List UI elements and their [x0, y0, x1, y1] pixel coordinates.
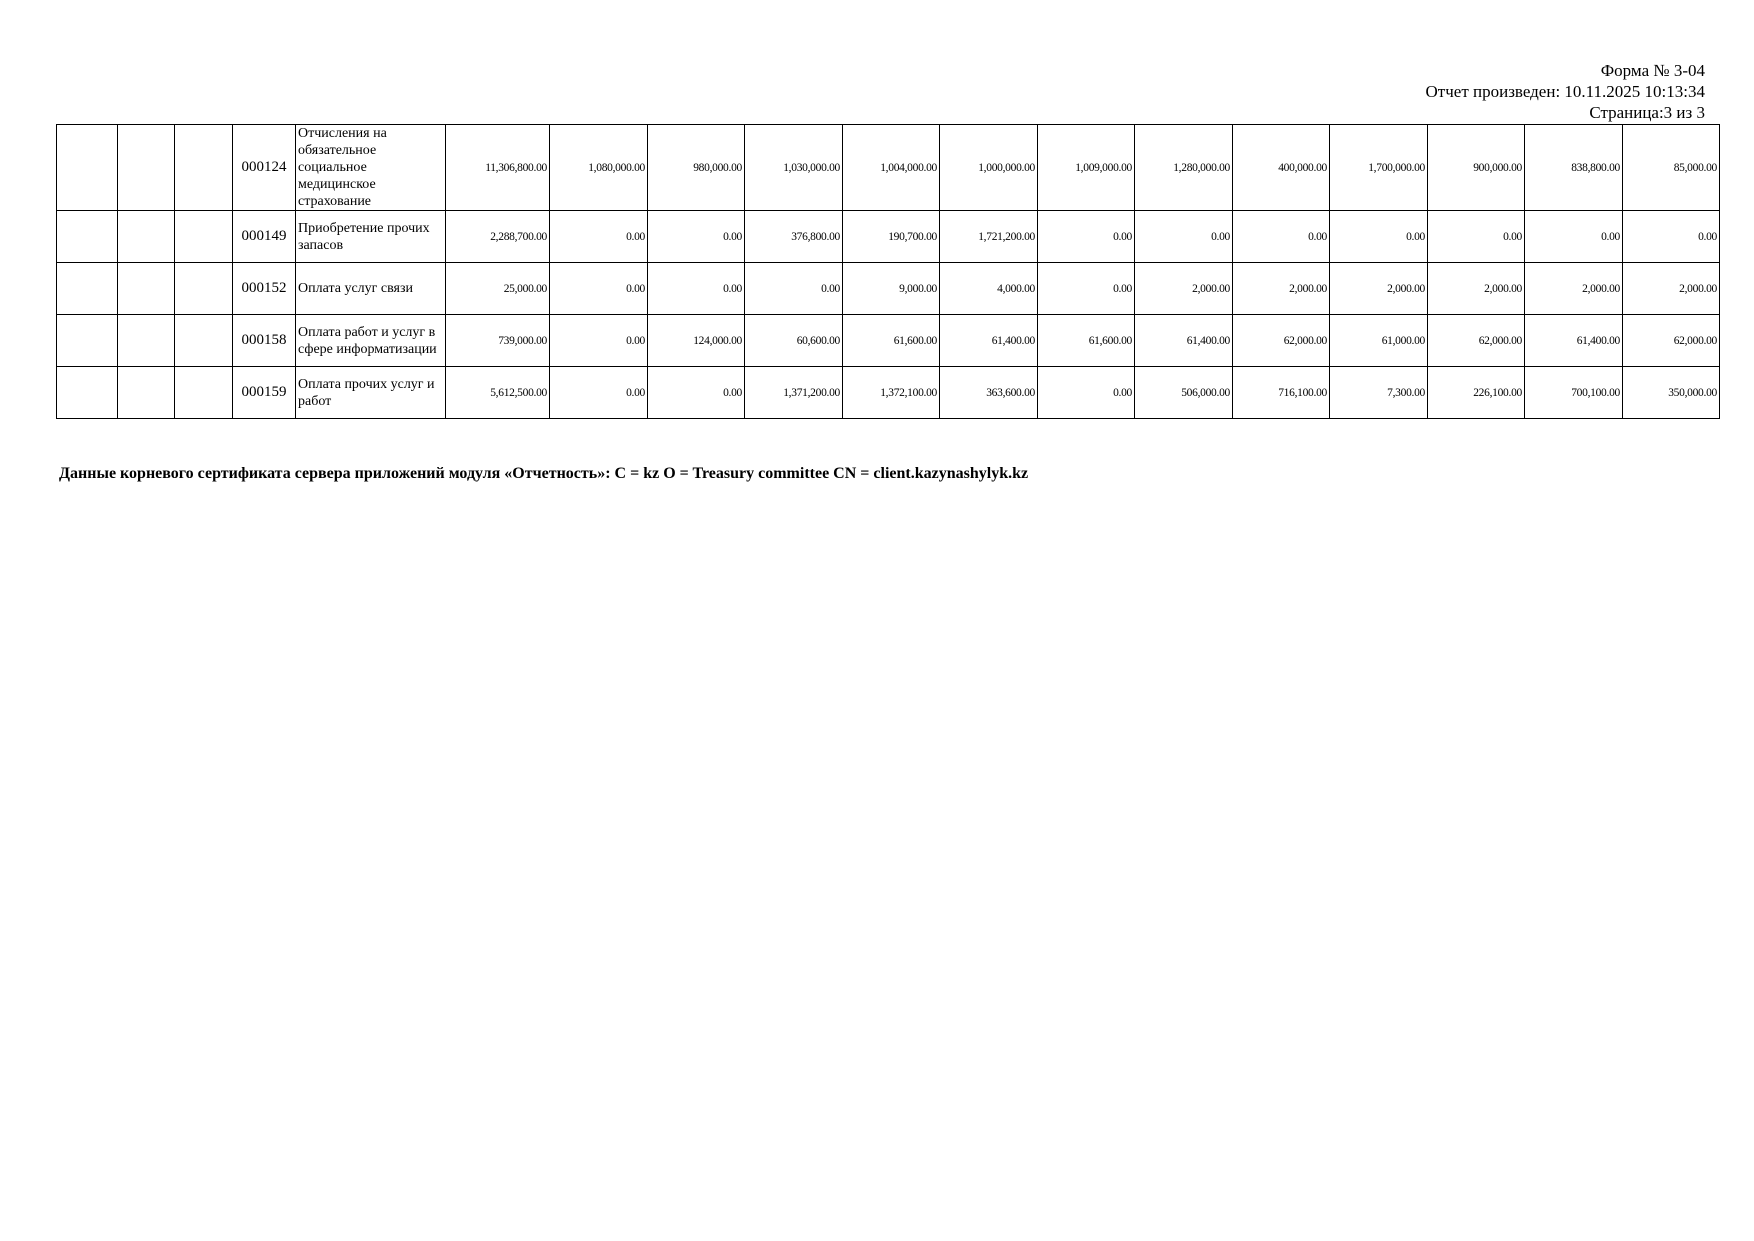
row-code: 000159	[233, 367, 296, 419]
amount-cell: 400,000.00	[1233, 125, 1330, 211]
amount-cell: 0.00	[648, 211, 745, 263]
empty-cell	[57, 315, 118, 367]
amount-cell: 9,000.00	[843, 263, 940, 315]
amount-cell: 61,400.00	[1135, 315, 1233, 367]
table-row	[57, 125, 1720, 211]
row-code: 000158	[233, 315, 296, 367]
amount-cell: 0.00	[1525, 211, 1623, 263]
empty-cell	[175, 367, 233, 419]
amount-cell: 0.00	[1038, 367, 1135, 419]
amount-cell: 2,000.00	[1233, 263, 1330, 315]
form-number: Форма № 3-04	[1600, 61, 1705, 80]
amount-cell: 2,288,700.00	[446, 211, 550, 263]
report-timestamp: Отчет произведен: 10.11.2025 10:13:34	[1425, 82, 1705, 101]
empty-cell	[175, 315, 233, 367]
amount-cell: 61,400.00	[940, 315, 1038, 367]
amount-cell: 838,800.00	[1525, 125, 1623, 211]
amount-cell: 1,700,000.00	[1330, 125, 1428, 211]
amount-cell: 4,000.00	[940, 263, 1038, 315]
amount-cell: 61,600.00	[1038, 315, 1135, 367]
amount-cell: 1,721,200.00	[940, 211, 1038, 263]
empty-cell	[118, 211, 175, 263]
empty-cell	[118, 367, 175, 419]
amount-cell: 226,100.00	[1428, 367, 1525, 419]
amount-cell: 0.00	[550, 315, 648, 367]
table-row	[57, 211, 1720, 263]
row-code: 000152	[233, 263, 296, 315]
amount-cell: 61,000.00	[1330, 315, 1428, 367]
amount-cell: 1,371,200.00	[745, 367, 843, 419]
amount-cell: 62,000.00	[1233, 315, 1330, 367]
amount-cell: 190,700.00	[843, 211, 940, 263]
row-name: Приобретение прочих запасов	[296, 211, 446, 263]
amount-cell: 700,100.00	[1525, 367, 1623, 419]
amount-cell: 1,372,100.00	[843, 367, 940, 419]
row-name: Оплата работ и услуг в сфере информатизации	[296, 315, 446, 367]
amount-cell: 1,000,000.00	[940, 125, 1038, 211]
amount-cell: 1,030,000.00	[745, 125, 843, 211]
certificate-info: Данные корневого сертификата сервера приложений модуля «Отчетность»: C = kz O = Treasury committee CN = client.kazynashylyk.kz	[59, 465, 1029, 482]
amount-cell: 2,000.00	[1525, 263, 1623, 315]
amount-cell: 60,600.00	[745, 315, 843, 367]
amount-cell: 506,000.00	[1135, 367, 1233, 419]
amount-cell: 0.00	[648, 263, 745, 315]
amount-cell: 739,000.00	[446, 315, 550, 367]
empty-cell	[118, 125, 175, 211]
amount-cell: 376,800.00	[745, 211, 843, 263]
amount-cell: 0.00	[550, 263, 648, 315]
amount-cell: 0.00	[1038, 263, 1135, 315]
amount-cell: 980,000.00	[648, 125, 745, 211]
amount-cell: 0.00	[648, 367, 745, 419]
amount-cell: 62,000.00	[1428, 315, 1525, 367]
amount-cell: 900,000.00	[1428, 125, 1525, 211]
amount-cell: 1,080,000.00	[550, 125, 648, 211]
table-row	[57, 315, 1720, 367]
amount-cell: 11,306,800.00	[446, 125, 550, 211]
amount-cell: 0.00	[1135, 211, 1233, 263]
report-header	[1426, 60, 1705, 123]
empty-cell	[57, 125, 118, 211]
table-row	[57, 263, 1720, 315]
row-name: Оплата прочих услуг и работ	[296, 367, 446, 419]
amount-cell: 0.00	[1428, 211, 1525, 263]
amount-cell: 25,000.00	[446, 263, 550, 315]
amount-cell: 2,000.00	[1330, 263, 1428, 315]
budget-table	[56, 124, 1720, 419]
amount-cell: 0.00	[1330, 211, 1428, 263]
amount-cell: 5,612,500.00	[446, 367, 550, 419]
amount-cell: 716,100.00	[1233, 367, 1330, 419]
empty-cell	[57, 211, 118, 263]
amount-cell: 350,000.00	[1623, 367, 1720, 419]
row-code: 000149	[233, 211, 296, 263]
amount-cell: 1,280,000.00	[1135, 125, 1233, 211]
table-body	[57, 125, 1720, 419]
table-row	[57, 367, 1720, 419]
empty-cell	[57, 367, 118, 419]
amount-cell: 2,000.00	[1623, 263, 1720, 315]
empty-cell	[175, 125, 233, 211]
amount-cell: 1,009,000.00	[1038, 125, 1135, 211]
empty-cell	[175, 263, 233, 315]
empty-cell	[57, 263, 118, 315]
empty-cell	[118, 315, 175, 367]
amount-cell: 0.00	[745, 263, 843, 315]
page-indicator: Страница:3 из 3	[1589, 103, 1705, 122]
amount-cell: 363,600.00	[940, 367, 1038, 419]
row-name: Оплата услуг связи	[296, 263, 446, 315]
amount-cell: 0.00	[1623, 211, 1720, 263]
amount-cell: 0.00	[1038, 211, 1135, 263]
amount-cell: 2,000.00	[1135, 263, 1233, 315]
amount-cell: 61,600.00	[843, 315, 940, 367]
amount-cell: 124,000.00	[648, 315, 745, 367]
empty-cell	[118, 263, 175, 315]
amount-cell: 61,400.00	[1525, 315, 1623, 367]
amount-cell: 0.00	[1233, 211, 1330, 263]
empty-cell	[175, 211, 233, 263]
amount-cell: 0.00	[550, 367, 648, 419]
amount-cell: 7,300.00	[1330, 367, 1428, 419]
row-name: Отчисления на обязательное социальное медицинское страхование	[296, 125, 446, 211]
amount-cell: 62,000.00	[1623, 315, 1720, 367]
amount-cell: 0.00	[550, 211, 648, 263]
amount-cell: 2,000.00	[1428, 263, 1525, 315]
amount-cell: 1,004,000.00	[843, 125, 940, 211]
amount-cell: 85,000.00	[1623, 125, 1720, 211]
row-code: 000124	[233, 125, 296, 211]
